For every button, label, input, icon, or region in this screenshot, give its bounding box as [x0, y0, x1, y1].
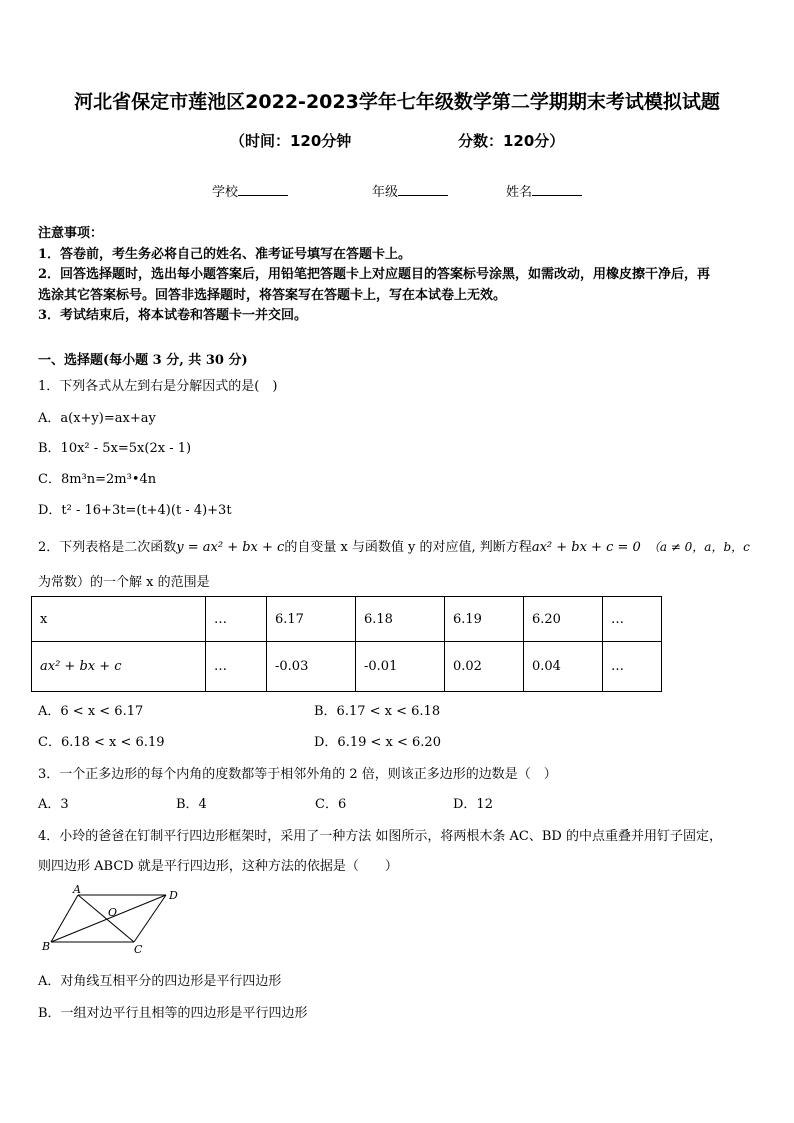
q2-option-a: A．6 < x < 6.17 — [38, 704, 144, 719]
q3-option-c: C．6 — [315, 797, 347, 812]
table-cell: x — [32, 597, 206, 642]
notice-heading: 注意事项： — [38, 226, 104, 241]
q2-option-d: D．6.19 < x < 6.20 — [314, 735, 441, 750]
diagonal-ac — [78, 895, 134, 942]
school-field: 学校 — [212, 181, 288, 200]
table-cell: 6.19 — [445, 597, 524, 642]
notice-item: 2．回答选择题时，选出每小题答案后，用铅笔把答题卡上对应题目的答案标号涂黑，如需改动，用橡皮擦干净后，再 — [38, 267, 711, 282]
q2-stem-cont: 为常数）的一个解 x 的范围是 — [38, 575, 210, 590]
table-cell: 0.02 — [445, 642, 524, 692]
table-cell: -0.03 — [267, 642, 356, 692]
q1-option-a: A．a(x+y)=ax+ay — [38, 411, 156, 426]
parallelogram-figure — [38, 885, 188, 957]
table-row — [32, 642, 662, 692]
q2-option-c: C．6.18 < x < 6.19 — [38, 735, 165, 750]
q4-stem: 4．小玲的爸爸在钉制平行四边形框架时，采用了一种方法 如图所示，将两根木条 AC、BD 的中点重叠并用钉子固定， — [38, 829, 722, 844]
table-cell: … — [206, 642, 267, 692]
q1-stem: 1．下列各式从左到右是分解因式的是( ) — [38, 379, 278, 394]
table-cell: … — [206, 597, 267, 642]
q4-stem-cont: 则四边形 ABCD 就是平行四边形，这种方法的依据是（ ） — [38, 859, 398, 874]
table-cell: 6.18 — [356, 597, 445, 642]
value-table — [31, 596, 662, 692]
section-heading: 一、选择题(每小题 3 分, 共 30 分) — [38, 353, 248, 368]
label-b: B — [42, 940, 51, 953]
table-cell: ax² + bx + c — [32, 642, 206, 692]
q2-function: y = ax² + bx + c — [176, 540, 285, 555]
notice-block — [38, 224, 710, 327]
q3-stem: 3．一个正多边形的每个内角的度数都等于相邻外角的 2 倍，则该正多边形的边数是（ ） — [38, 767, 557, 782]
q4-option-a: A．对角线互相平分的四边形是平行四边形 — [38, 974, 282, 989]
q2-condition: （a ≠ 0，a，b，c — [653, 540, 750, 554]
q1-option-d: D．t² - 16+3t=(t+4)(t - 4)+3t — [38, 503, 232, 518]
table-cell: -0.01 — [356, 642, 445, 692]
name-field: 姓名 — [506, 181, 582, 200]
q3-option-b: B．4 — [176, 797, 207, 812]
table-cell: 6.17 — [267, 597, 356, 642]
q3-option-d: D．12 — [453, 797, 493, 812]
q2-stem: 2．下列表格是二次函数y = ax² + bx + c的自变量 x 与函数值 y 的对应值, 判断方程ax² + bx + c = 0 （a ≠ 0，a，b，c — [38, 540, 750, 555]
q4-option-b: B．一组对边平行且相等的四边形是平行四边形 — [38, 1006, 308, 1021]
side-ab — [51, 895, 78, 942]
exam-score: 分数：120分） — [458, 132, 565, 150]
notice-item: 1．答卷前，考生务必将自己的姓名、准考证号填写在答题卡上。 — [38, 246, 412, 262]
notice-item: 选涂其它答案标号。回答非选择题时，将答案写在答题卡上，写在本试卷上无效。 — [38, 287, 507, 303]
label-d: D — [169, 889, 178, 902]
q2-option-b: B．6.17 < x < 6.18 — [314, 704, 441, 719]
notice-item: 3．考试结束后，将本试卷和答题卡一并交回。 — [38, 308, 308, 323]
q1-option-c: C．8m³n=2m³•4n — [38, 472, 157, 487]
table-cell: 0.04 — [524, 642, 603, 692]
label-o: O — [108, 906, 118, 919]
label-c: C — [134, 943, 143, 956]
table-cell: … — [603, 642, 662, 692]
table-cell: … — [603, 597, 662, 642]
table-cell: 6.20 — [524, 597, 603, 642]
label-a: A — [73, 885, 81, 896]
grade-field: 年级 — [372, 181, 448, 200]
q3-option-a: A．3 — [38, 797, 69, 812]
page-title: 河北省保定市莲池区2022-2023学年七年级数学第二学期期末考试模拟试题 — [74, 91, 720, 113]
table-row — [32, 597, 662, 642]
q2-equation: ax² + bx + c = 0 — [531, 540, 641, 555]
exam-time: （时间：120分钟 — [230, 132, 352, 150]
q1-option-b: B．10x² - 5x=5x(2x - 1) — [38, 441, 192, 456]
